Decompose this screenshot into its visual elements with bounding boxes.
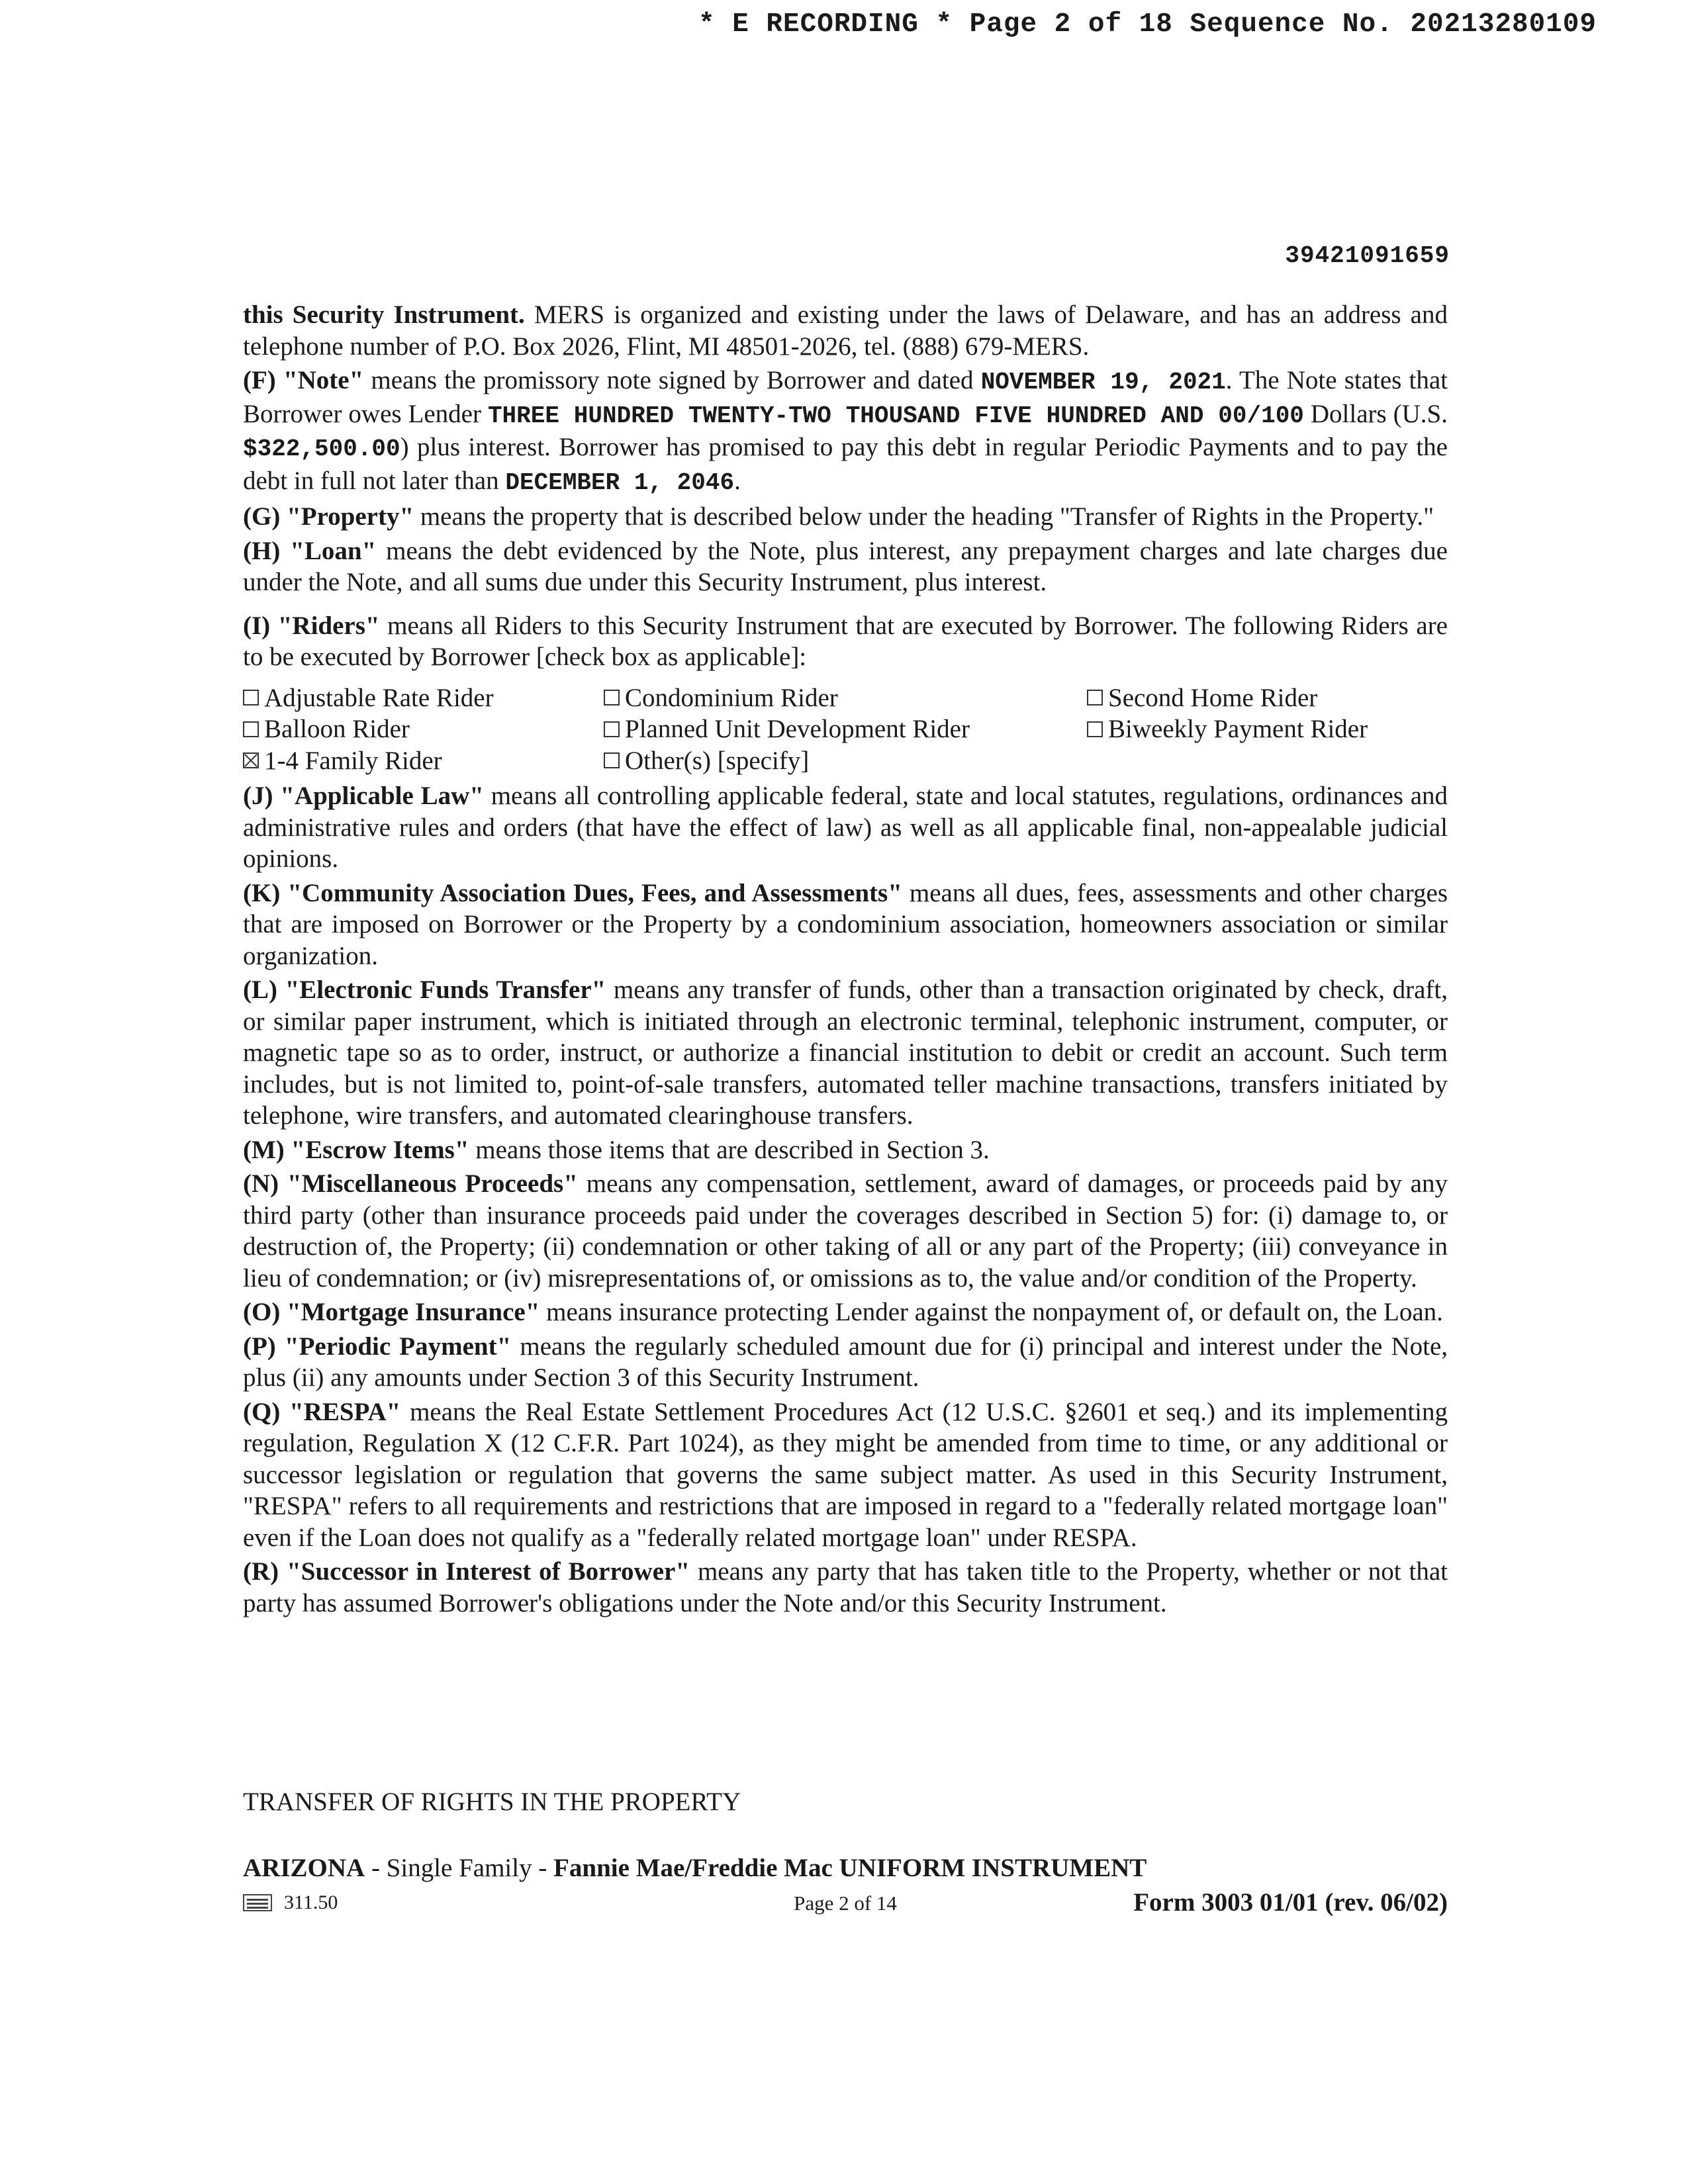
rider-checkbox[interactable] [1087,721,1103,737]
definition-letter: (K) [243,878,281,907]
definition-term: "Property" [287,502,414,531]
definition-property [243,501,1448,533]
definition-text: means insurance protecting Lender against the nonpayment of, or default on, the Loan. [539,1298,1443,1326]
definition-mortgage-insurance [243,1297,1448,1328]
recording-header: * E RECORDING * Page 2 of 18 Sequence No. 20213280109 [698,9,1597,40]
definition-term: "Escrow Items" [291,1135,469,1164]
definition-term: "Note" [283,366,364,394]
maturity-date: DECEMBER 1, 2046 [505,469,735,496]
definition-text: . [734,466,741,495]
definition-letter: (N) [243,1169,279,1198]
definition-text: means all Riders to this Security Instrument that are executed by Borrower. The following Riders are to be executed by Borrower [check box as applicable]: [243,611,1448,671]
rider-label: Other(s) [specify] [625,746,810,775]
rider-second-home[interactable] [1087,682,1448,714]
rider-checkbox[interactable] [1087,690,1103,705]
rider-checkbox[interactable] [604,721,620,737]
definition-term: "Electronic Funds Transfer" [285,976,606,1004]
definition-note [243,365,1448,498]
rider-condominium[interactable] [604,682,1087,714]
document-body [243,299,1448,1621]
definition-letter: (I) [243,611,271,640]
definition-respa [243,1396,1448,1554]
definition-text: ) plus interest. Borrower has promised to pay this debt in regular Periodic Payments and to pay the debt in full not later than [243,433,1448,495]
definition-electronic-funds-transfer [243,974,1448,1132]
definition-letter: (M) [243,1135,285,1164]
rider-label: Adjustable Rate Rider [264,683,494,712]
definition-text: means any compensation, settlement, award of damages, or proceeds paid by any third party (other than insurance proceeds paid under the coverages described in Section 5) for: (i) damage to, or destruction of, the Property; (ii) condemnation or other taking of all or any part of the Property; (iii) conveyance in lieu of condemnation; or (iv) misrepresentations of, or omissions as to, the value and/or condition of the Property. [243,1169,1448,1293]
rider-checkbox[interactable] [604,752,620,768]
definition-letter: (F) [243,366,276,394]
rider-label: Biweekly Payment Rider [1108,715,1368,743]
rider-checkbox[interactable] [243,690,259,705]
mers-lead: this Security Instrument. [243,300,525,329]
rider-label: Balloon Rider [264,715,410,743]
definition-letter: (R) [243,1557,279,1586]
definition-letter: (J) [243,782,273,810]
definition-text: means those items that are described in Section 3. [469,1135,990,1164]
definition-community-association-dues [243,878,1448,972]
definition-miscellaneous-proceeds [243,1168,1448,1294]
definition-text: means any transfer of funds, other than a transaction originated by check, draft, or similar paper instrument, which is initiated through an electronic terminal, telephonic instrument, computer, or magnetic tape so as to order, instruct, or authorize a financial institution to debit or credit an account. Such term includes, but is not limited to, point-of-sale transfers, automated teller machine transactions, transfers initiated by telephone, wire transfers, and automated clearinghouse transfers. [243,976,1448,1130]
definition-successor-in-interest [243,1556,1448,1619]
form-title [243,1853,1147,1883]
definition-letter: (H) [243,536,281,565]
definition-text: . The Note states that Borrower owes Lender [243,366,1448,428]
definition-text: Dollars (U.S. [1303,399,1448,428]
definition-letter: (G) [243,502,281,531]
definition-term: "Loan" [290,536,377,565]
definition-escrow-items [243,1134,1448,1166]
definition-text: means the Real Estate Settlement Procedures Act (12 U.S.C. §2601 et seq.) and its implementing regulation, Regulation X (12 C.F.R. Part 1024), as they might be amended from time to time, or any additional or successor legislation or regulation that governs the same subject matter. As used in this Security Instrument, "RESPA" refers to all requirements and restrictions that are imposed in regard to a "federally related mortgage loan" even if the Loan does not qualify as a "federally related mortgage loan" under RESPA. [243,1397,1448,1552]
mers-text: MERS is organized and existing under the laws of Delaware, and has an address and telephone number of P.O. Box 2026, Flint, MI 48501-2026, tel. (888) 679-MERS. [243,300,1448,361]
form-number: Form 3003 01/01 (rev. 06/02) [1133,1888,1448,1917]
definition-riders [243,610,1448,673]
rider-biweekly-payment[interactable] [1087,713,1448,745]
definition-text: means the regularly scheduled amount due for (i) principal and interest under the Note, plus (ii) any amounts under Section 3 of this Security Instrument. [243,1332,1448,1392]
definition-text: means all dues, fees, assessments and other charges that are imposed on Borrower or the Property by a condominium association, homeowners association or similar organization. [243,878,1448,970]
rider-label: Second Home Rider [1108,683,1318,712]
rider-checkbox-checked[interactable] [243,752,259,768]
definition-loan [243,535,1448,598]
definition-term: "RESPA" [289,1397,401,1426]
form-instrument: Fannie Mae/Freddie Mac UNIFORM INSTRUMENT [553,1854,1147,1882]
loan-amount: $322,500.00 [243,435,400,463]
section-heading: TRANSFER OF RIGHTS IN THE PROPERTY [243,1788,741,1816]
rider-label: Planned Unit Development Rider [625,715,970,743]
rider-checkbox[interactable] [604,690,620,705]
mers-paragraph [243,299,1448,362]
definition-term: "Miscellaneous Proceeds" [287,1169,578,1198]
definition-text: means the promissory note signed by Borrower and dated [363,366,981,394]
definition-text: means the property that is described below under the heading "Transfer of Rights in the Property." [414,502,1434,531]
definition-letter: (O) [243,1298,281,1326]
rider-balloon[interactable] [243,713,604,745]
form-state: ARIZONA [243,1854,365,1882]
definition-applicable-law [243,780,1448,875]
definition-text: means all controlling applicable federal, state and local statutes, regulations, ordinances and administrative rules and orders (that have the effect of law) as well as all applicable final, non-appealable judicial opinions. [243,782,1448,873]
rider-adjustable-rate[interactable] [243,682,604,714]
definition-term: "Applicable Law" [280,782,484,810]
definition-term: "Successor in Interest of Borrower" [287,1557,690,1586]
rider-label: 1-4 Family Rider [264,746,442,775]
definition-term: "Riders" [277,611,380,640]
rider-checkbox[interactable] [243,721,259,737]
rider-1-4-family[interactable] [243,745,604,777]
rider-label: Condominium Rider [625,683,838,712]
definition-text: means any party that has taken title to the Property, whether or not that party has assumed Borrower's obligations under the Note and/or this Security Instrument. [243,1557,1448,1617]
definition-text: means the debt evidenced by the Note, plus interest, any prepayment charges and late charges due under the Note, and all sums due under this Security Instrument, plus interest. [243,536,1448,596]
definition-letter: (L) [243,976,277,1004]
definition-letter: (P) [243,1332,276,1361]
loan-number: 39421091659 [1285,242,1450,269]
rider-other[interactable] [604,745,1087,777]
note-date: NOVEMBER 19, 2021 [980,369,1226,396]
definition-periodic-payment [243,1331,1448,1394]
riders-checklist [243,682,1448,777]
rider-planned-unit-development[interactable] [604,713,1087,745]
page-footer [243,1888,1448,1921]
definition-term: "Mortgage Insurance" [287,1298,540,1326]
loan-amount-words: THREE HUNDRED TWENTY-TWO THOUSAND FIVE HUNDRED AND 00/100 [487,402,1304,430]
page-number: Page 2 of 14 [794,1891,897,1915]
form-code: 311.50 [284,1891,338,1913]
definition-term: "Periodic Payment" [284,1332,512,1361]
form-type: - Single Family - [365,1854,554,1882]
definition-letter: (Q) [243,1397,281,1426]
definition-term: "Community Association Dues, Fees, and Assessments" [287,878,902,907]
